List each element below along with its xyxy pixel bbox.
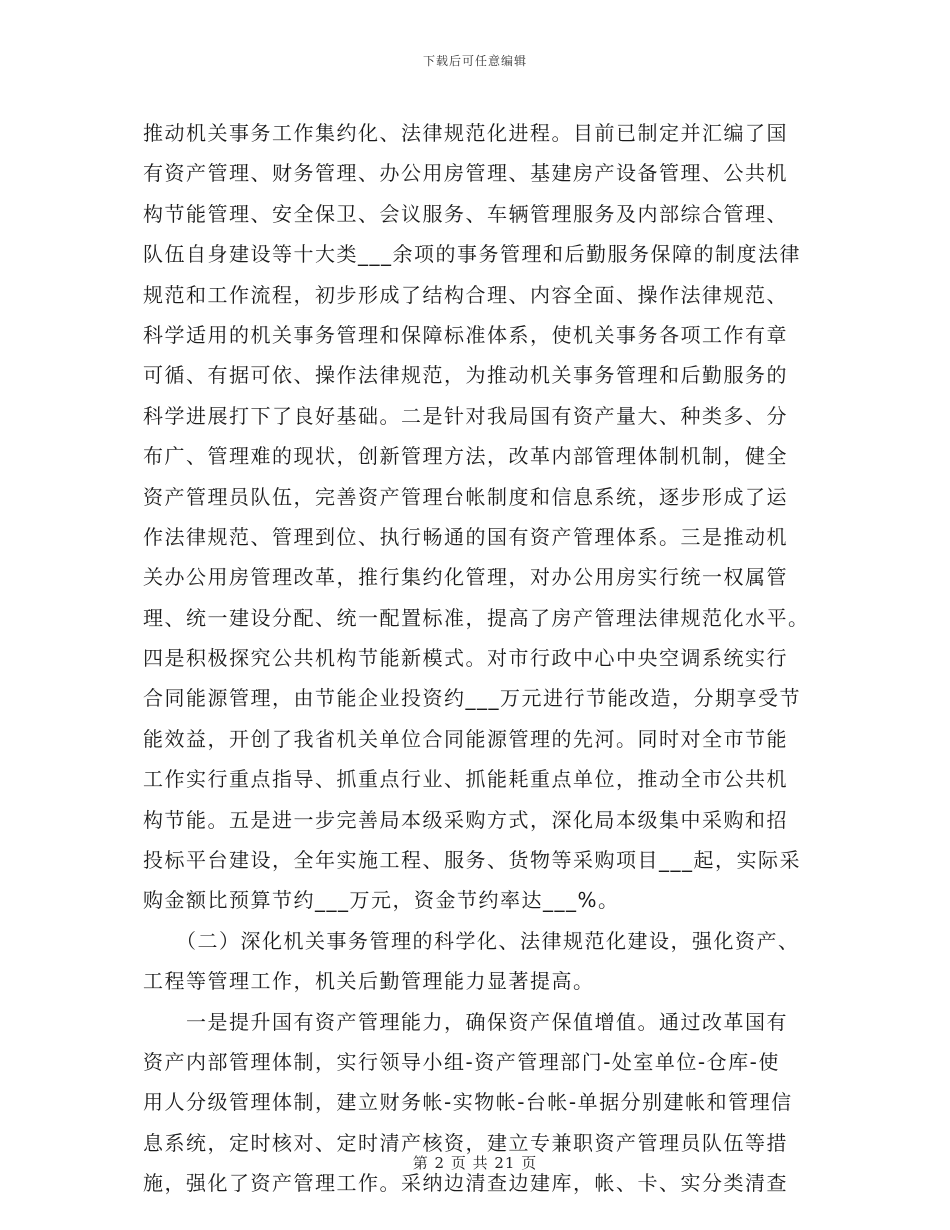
text-line: 科学适用的机关事务管理和保障标准体系，使机关事务各项工作有章 (143, 322, 788, 347)
text-line: 投标平台建设，全年实施工程、服务、货物等采购项目___起，实际采 (143, 848, 801, 873)
text-line: 构节能。五是进一步完善局本级采购方式，深化局本级集中采购和招 (143, 807, 788, 832)
text-line: 布广、管理难的现状，创新管理方法，改革内部管理体制机制，健全 (143, 444, 788, 469)
text-line: 可循、有据可依、操作法律规范，为推动机关事务管理和后勤服务的 (143, 363, 788, 388)
page-header: 下载后可任意编辑 (422, 54, 527, 68)
text-line: 一是提升国有资产管理能力，确保资产保值增值。通过改革国有 (143, 1009, 788, 1034)
text-line: 合同能源管理，由节能企业投资约___万元进行节能改造，分期享受节 (143, 686, 801, 711)
text-line: 施，强化了资产管理工作。采纳边清查边建库，帐、卡、实分类清查 (143, 1171, 788, 1196)
text-line: 能效益，开创了我省机关单位合同能源管理的先河。同时对全市节能 (143, 726, 788, 751)
text-line: 购金额比预算节约___万元，资金节约率达___%。 (143, 888, 620, 913)
text-line: 息系统，定时核对、定时清产核资，建立专兼职资产管理员队伍等措 (143, 1130, 788, 1155)
text-line: 工程等管理工作，机关后勤管理能力显著提高。 (143, 969, 595, 994)
page-footer: 第 2 页 共 21 页 (412, 1154, 538, 1172)
text-line: 关办公用房管理改革，推行集约化管理，对办公用房实行统一权属管 (143, 565, 788, 590)
text-line: 有资产管理、财务管理、办公用房管理、基建房产设备管理、公共机 (143, 161, 788, 186)
text-line: 构节能管理、安全保卫、会议服务、车辆管理服务及内部综合管理、 (143, 201, 788, 226)
text-line: （二）深化机关事务管理的科学化、法律规范化建设，强化资产、 (143, 928, 800, 953)
text-line: 队伍自身建设等十大类___余项的事务管理和后勤服务保障的制度法律 (143, 242, 801, 267)
text-line: 作法律规范、管理到位、执行畅通的国有资产管理体系。三是推动机 (143, 524, 788, 549)
text-line: 理、统一建设分配、统一配置标准，提高了房产管理法律规范化水平。 (143, 605, 810, 630)
document-body (143, 113, 813, 1204)
text-line: 推动机关事务工作集约化、法律规范化进程。目前已制定并汇编了国 (143, 121, 788, 145)
text-line: 四是积极探究公共机构节能新模式。对市行政中心中央空调系统实行 (143, 646, 788, 671)
text-line: 资产内部管理体制，实行领导小组-资产管理部门-处室单位-仓库-使 (143, 1049, 780, 1074)
text-line: 用人分级管理体制，建立财务帐-实物帐-台帐-单据分别建帐和管理信 (143, 1090, 793, 1115)
text-line: 资产管理员队伍，完善资产管理台帐制度和信息系统，逐步形成了运 (143, 484, 788, 509)
text-line: 规范和工作流程，初步形成了结构合理、内容全面、操作法律规范、 (143, 282, 788, 307)
text-line: 工作实行重点指导、抓重点行业、抓能耗重点单位，推动全市公共机 (143, 767, 788, 792)
text-line: 科学进展打下了良好基础。二是针对我局国有资产量大、种类多、分 (143, 403, 788, 428)
